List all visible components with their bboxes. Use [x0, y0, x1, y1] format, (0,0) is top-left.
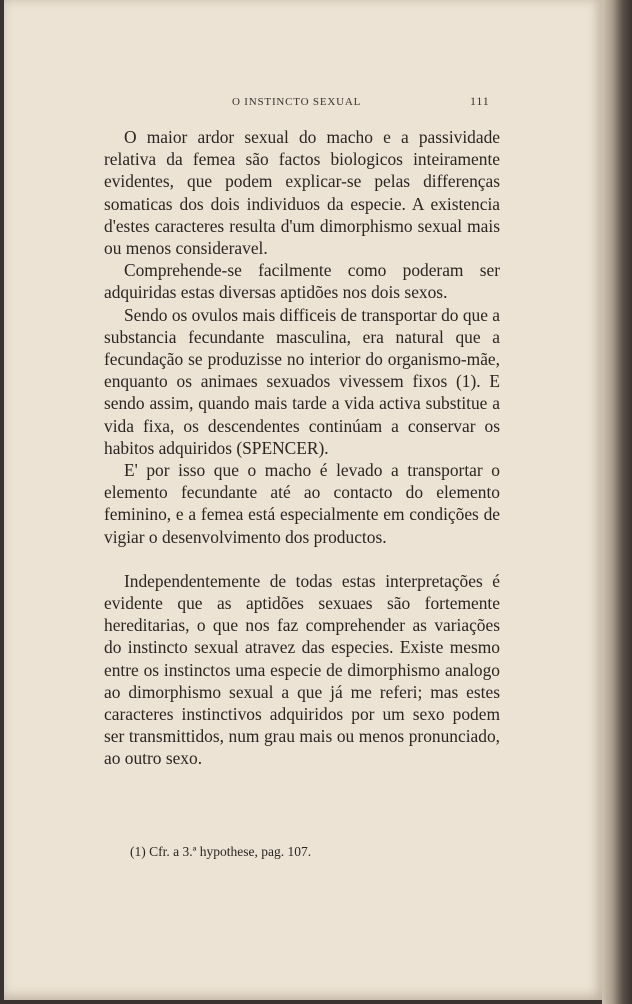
paragraph: Independentemente de todas estas interpretações é evidente que as aptidões sexuaes são fortemente hereditarias, o que nos faz comprehender as variações do instincto sexual atravez das especies. Existe mesmo entre os instinctos uma especie de dimorphismo analogo ao dimorphismo sexual a que já me referi; mas estes caracteres instinctivos adquiridos por um sexo podem ser transmittidos, num grau mais ou menos pronunciado, ao outro sexo.: [104, 570, 500, 769]
body-text: [104, 126, 500, 770]
paragraph: O maior ardor sexual do macho e a passividade relativa da femea são factos biologicos inteiramente evidentes, que podem explicar-se pelas differenças somaticas dos dois individuos da especie. A existencia d'estes caracteres resulta d'um dimorphismo sexual mais ou menos consideravel.: [104, 127, 500, 259]
paragraph: Sendo os ovulos mais difficeis de transportar do que a substancia fecundante masculina, era natural que a fecundação se produzisse no interior do organismo-mãe, enquanto os animaes sexuados vivessem fixos (1). E sendo assim, quando mais tarde a vida activa substitue a vida fixa, os descendentes continúam a conservar os habitos adquiridos (SPENCER).: [104, 304, 500, 458]
running-title: O INSTINCTO SEXUAL: [232, 96, 362, 108]
page-number: 111: [470, 94, 490, 108]
book-page: [4, 0, 602, 1000]
paragraph: Comprehende-se facilmente como poderam ser adquiridas estas diversas aptidões nos dois sexos.: [104, 260, 500, 303]
page-header: [4, 94, 602, 110]
paragraph: E' por isso que o macho é levado a transportar o elemento fecundante até ao contacto do elemento feminino, e a femea está especialmente em condições de vigiar o desenvolvimento dos productos.: [104, 460, 500, 547]
footnote: (1) Cfr. a 3.ª hypothese, pag. 107.: [130, 844, 312, 859]
page-edge-shadow: [602, 0, 632, 1004]
